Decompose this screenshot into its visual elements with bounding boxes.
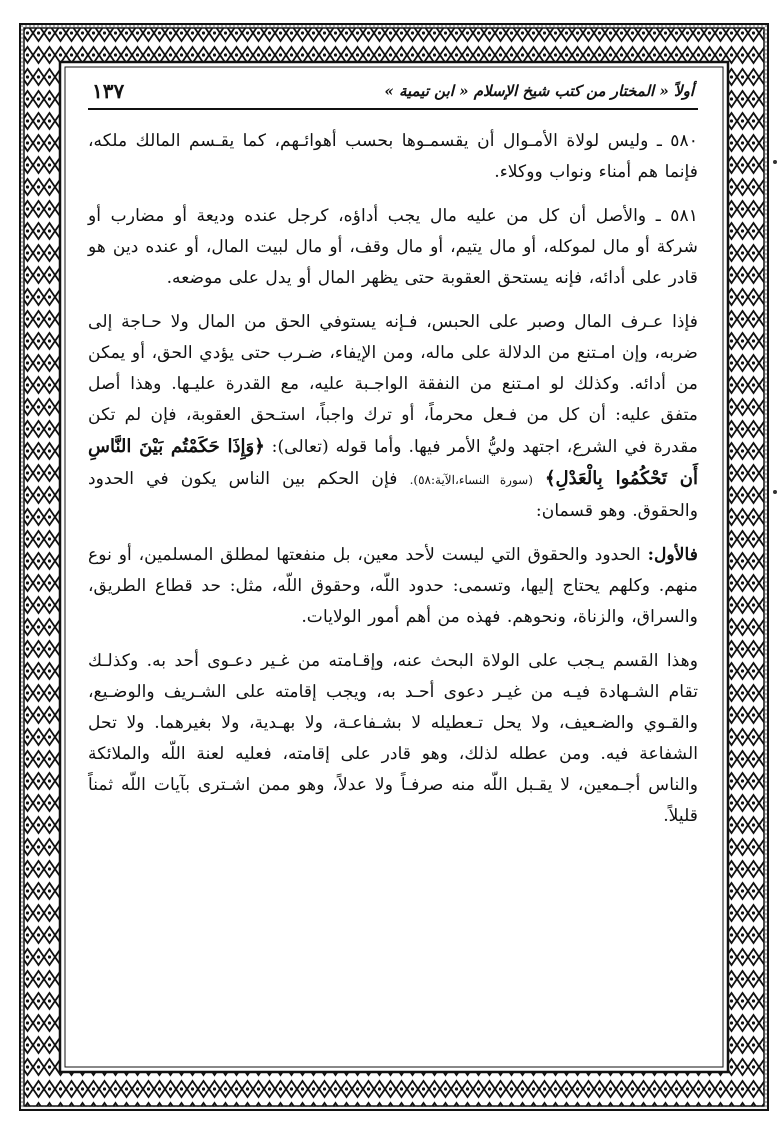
paragraph-idha (88, 307, 698, 527)
page-content (88, 74, 698, 1064)
verse-reference: (سورة النساء،الآية:٥٨). (409, 473, 533, 487)
running-title: أولاً « المختار من كتب شيخ الإسلام « ابن تيمية » (384, 82, 694, 100)
body-text (88, 110, 698, 832)
section-lead: فالأول: (647, 545, 698, 565)
paragraph-idha-text: فإذا عـرف المال وصبر على الحبس، فـإنه يستوفي الحق من المال ولا حـاجة إلى ضربه، وإن امـتنع من الدلالة على ماله، ومن الإيفاء، ضـرب حتى يؤدي الحق، أو يمكن من أدائه. وكذلك لو امـتنع من النفقة الواجـبة عليه، مع القدرة عليـها. وهذا أصل متفق عليه: أن كل من فـعل محرماً، أو ترك واجباً، استـحق العقوبة، فإن لم تكن مقدرة في الشرع، اجتهد وليُّ الأمر فيها. وأما قوله (تعالى): (88, 312, 698, 457)
paragraph-580: ٥٨٠ ـ وليس لولاة الأمـوال أن يقسمـوها بحسب أهوائـهم، كما يقـسم المالك ملكه، فإنما هم أمناء ونواب ووكلاء. (88, 131, 698, 182)
running-header (88, 74, 698, 110)
scan-speck (773, 160, 777, 164)
paragraph-581: ٥٨١ ـ والأصل أن كل من عليه مال يجب أداؤه، كرجل عنده وديعة أو مضارب أو شركة أو مال لموكله، أو مال يتيم، أو مال وقف، أو مال لبيت المال، أو عنده دين هو قادر على أدائه، فإنه يستحق العقوبة حتى يظهر المال أو يدل على موضعه. (88, 206, 698, 288)
paragraph-last: وهذا القسم يـجب على الولاة البحث عنه، وإقـامته من غـير دعـوى أحد به. وكذلـك تقام الشـهادة فيـه من غيـر دعوى أحـد به، ويجب إقامته على الشـريف والوضـيع، والقـوي والضـعيف، ولا يحل تـعطيله لا بشـفاعـة، ولا بهـدية، ولا بغيرهما. ولا تحل الشفاعة فيه. ومن عطله لذلك، وهو قادر على إقامته، فعليه لعنة اللّه والملائكة والناس أجـمعين، لا يقـبل اللّه منه صرفـاً ولا عدلاً، وهو ممن اشـترى بآيات اللّه ثمناً قليلاً. (88, 651, 698, 826)
section-body: الحدود والحقوق التي ليست لأحد معين، بل منفعتها لمطلق المسلمين، أو نوع منهم. وكلهم يحتاج إليها، وتسمى: حدود اللّه، وحقوق اللّه، مثل: حد قطاع الطريق، والسراق، والزناة، ونحوهم. فهذه من أهم أمور الولايات. (88, 545, 698, 627)
scan-speck (773, 490, 777, 494)
paragraph-first-section (88, 540, 698, 633)
quran-verse: ﴿وَإِذَا حَكَمْتُم بَيْنَ النَّاسِ أَن تَحْكُمُوا بِالْعَدْلِ﴾ (88, 436, 699, 489)
page-number: ١٣٧ (92, 79, 125, 103)
paragraph-idha-tail: فإن الحكم بين الناس يكون في الحدود والحقوق. وهو قسمان: (88, 469, 698, 521)
